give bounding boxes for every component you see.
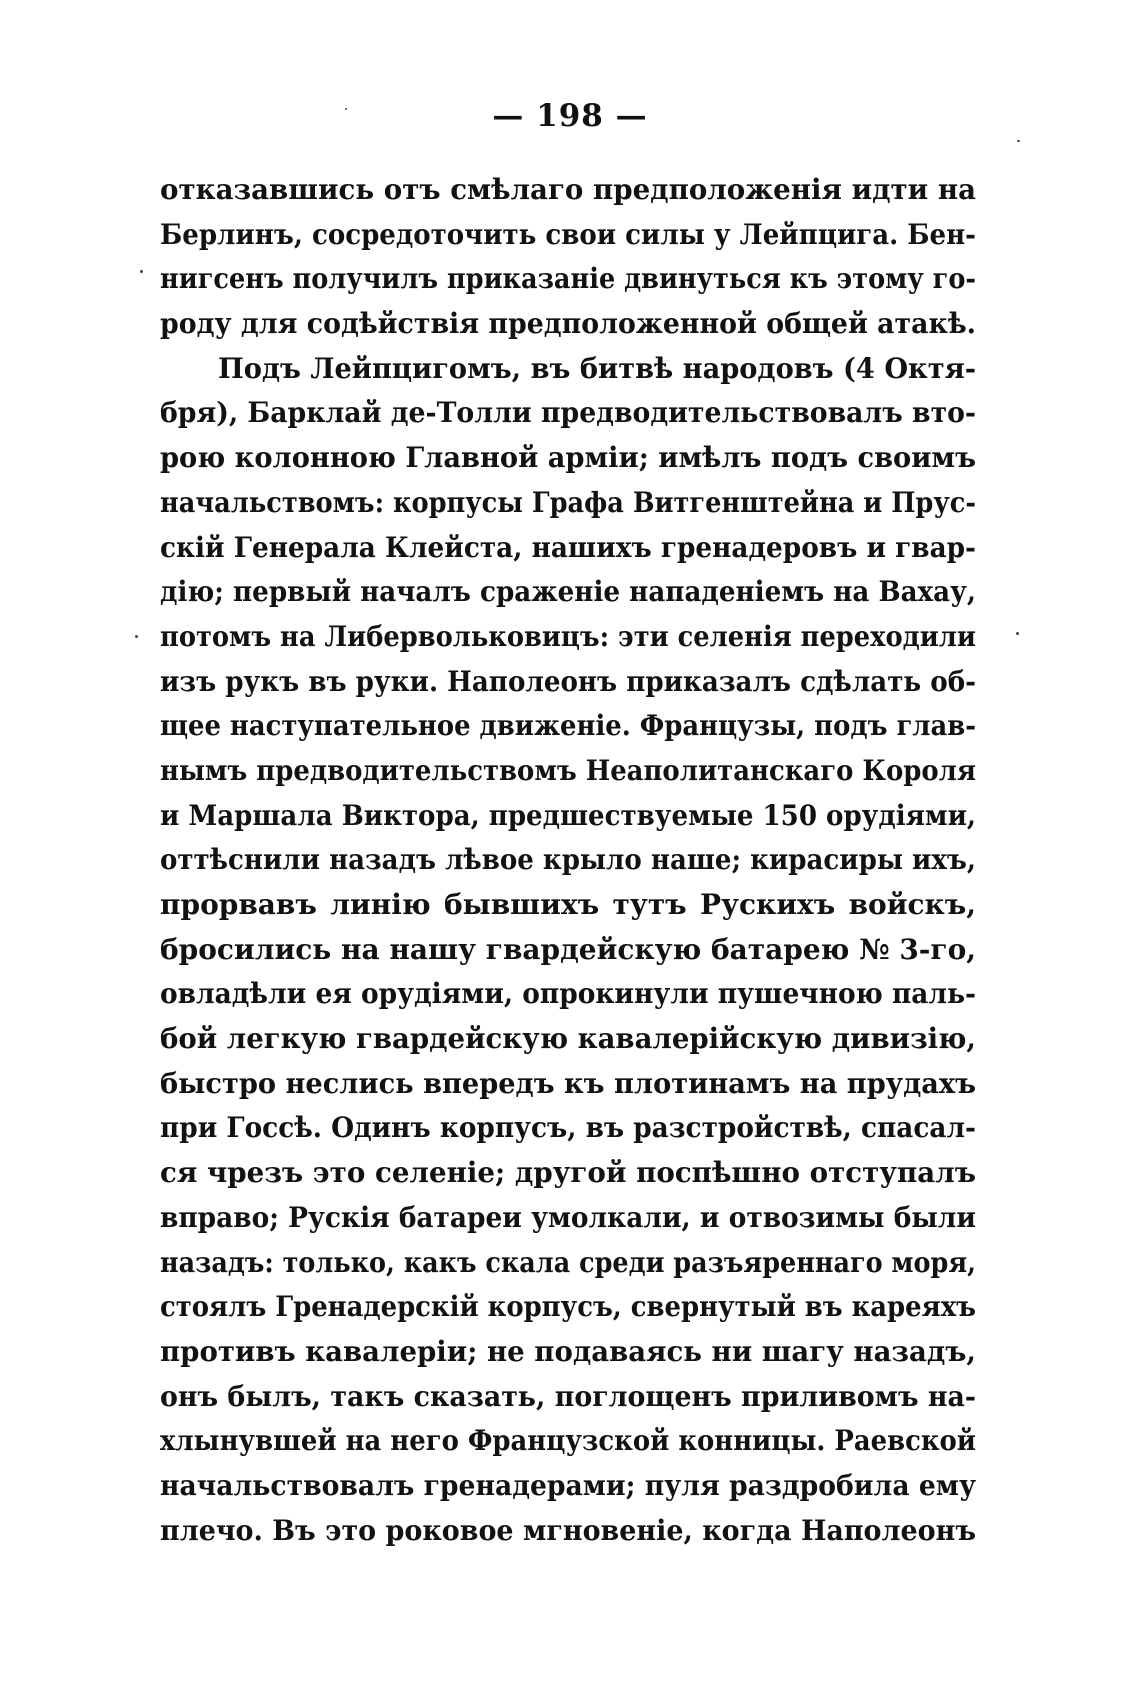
text-line: ся чрезъ это селеніе; другой поспѣшно отступалъ xyxy=(160,1156,976,1190)
text-line: противъ кавалеріи; не подаваясь ни шагу назадъ, xyxy=(160,1334,976,1368)
text-line: хлынувшей на него Французской конницы. Раевской xyxy=(160,1424,976,1458)
text-line: роду для содѣйствія предположенной общей атакѣ. xyxy=(160,307,976,341)
scan-speck xyxy=(1016,632,1019,635)
text-line: бой легкую гвардейскую кавалерійскую дивизію, xyxy=(160,1022,976,1056)
text-line: рою колонною Главной арміи; имѣлъ подъ своимъ xyxy=(160,441,976,475)
scan-speck xyxy=(345,108,347,110)
text-line: стоялъ Гренадерскій корпусъ, свернутый въ кареяхъ xyxy=(160,1290,976,1324)
text-line: Подъ Лейпцигомъ, въ битвѣ народовъ (4 Октя- xyxy=(218,351,976,385)
text-line: потомъ на Либервольковицъ: эти селенія переходили xyxy=(160,619,976,653)
text-line: оттѣснили назадъ лѣвое крыло наше; кирасиры ихъ, xyxy=(160,843,976,877)
scan-speck xyxy=(1017,140,1020,142)
text-line: овладѣли ея орудіями, опрокинули пушечною паль- xyxy=(160,977,976,1011)
text-line: быстро неслись впередъ къ плотинамъ на прудахъ xyxy=(160,1066,976,1100)
text-line: и Маршала Виктора, предшествуемые 150 орудіями, xyxy=(160,798,976,832)
text-line: начальствовалъ гренадерами; пуля раздробила ему xyxy=(160,1468,976,1502)
text-line: нигсенъ получилъ приказаніе двинуться къ этому го- xyxy=(160,262,976,296)
text-line: прорвавъ линію бывшихъ тутъ Рускихъ войскъ, xyxy=(160,888,976,921)
scan-speck xyxy=(135,635,138,638)
page-number: — 198 — xyxy=(492,98,648,134)
text-line: скій Генерала Клейста, нашихъ гренадеровъ и гвар- xyxy=(160,530,976,564)
text-line: изъ рукъ въ руки. Наполеонъ приказалъ сдѣлать об- xyxy=(160,664,976,698)
body-text xyxy=(160,168,976,1553)
text-line: вправо; Рускія батареи умолкали, и отвозимы были xyxy=(160,1200,976,1234)
text-line: отказавшись отъ смѣлаго предположенія идти на xyxy=(160,173,976,206)
text-line: Берлинъ, сосредоточить свои силы у Лейпцига. Бен- xyxy=(160,217,976,251)
text-line: дію; первый началъ сраженіе нападеніемъ на Вахау, xyxy=(160,575,976,609)
text-line: щее наступательное движеніе. Французы, подъ глав- xyxy=(160,709,976,743)
text-line: бросились на нашу гвардейскую батарею № 3-го, xyxy=(160,932,976,966)
text-line: начальствомъ: корпусы Графа Витгенштейна и Прус- xyxy=(160,485,976,519)
scan-speck xyxy=(140,270,143,273)
text-line: нымъ предводительствомъ Неаполитанскаго Короля xyxy=(160,753,976,787)
text-line: при Госсѣ. Одинъ корпусъ, въ разстройствѣ, спасал- xyxy=(160,1111,976,1145)
text-line: назадъ: только, какъ скала среди разъяреннаго моря, xyxy=(160,1245,976,1279)
text-line: бря), Барклай де-Толли предводительствовалъ вто- xyxy=(160,396,976,430)
text-line: плечо. Въ это роковое мгновеніе, когда Наполеонъ xyxy=(160,1513,976,1547)
text-line: онъ былъ, такъ сказать, поглощенъ приливомъ на- xyxy=(160,1379,976,1413)
